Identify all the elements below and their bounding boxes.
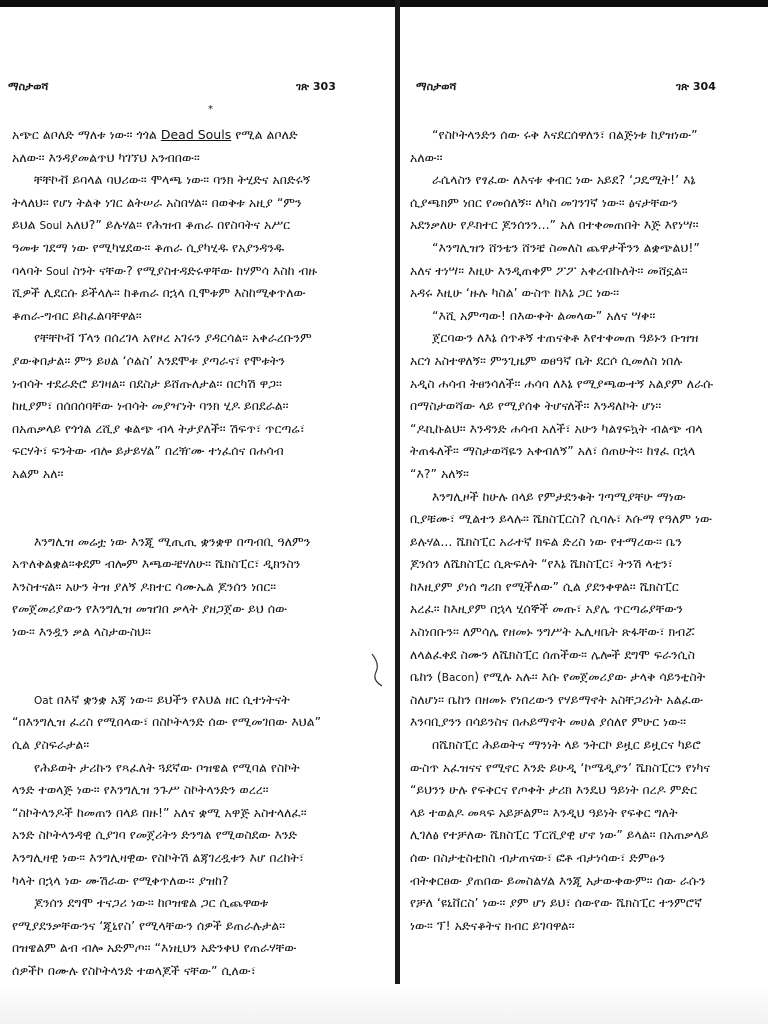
text-segment: አደንቃለሁ የዶክተር ጆንሰንን...” አለ በተቀመጠበት እጅ እየነሣ፡፡	[410, 217, 699, 233]
text-line	[410, 598, 760, 621]
text-line	[12, 305, 382, 328]
text-line	[410, 305, 760, 328]
text-segment: ባላባት	[12, 262, 46, 278]
text-line	[12, 214, 382, 237]
bottom-scan-edge	[0, 984, 768, 1024]
text-segment: Soul	[46, 265, 69, 278]
right-body-text	[410, 124, 760, 937]
text-segment: ሲያጫክም ነበር የመሰለኝ፡፡ ለካስ መገንገኛ ነው፡፡ ፅናታቸውን	[410, 194, 678, 210]
text-segment: በአጠቃላይ የጎጎል ረሺያ ቁልጭ ብላ ትታያለች፡፡ ሽፍጥ፣ ጥርጣሬ፣	[12, 420, 305, 436]
underlined-title: Dead Souls	[160, 127, 232, 142]
text-segment: “ስኮትላንዶች ከመጠን በላይ በዙ!” አለና ቋሚ አዋጅ አስተላለፈ፡፡	[12, 804, 307, 820]
text-line	[12, 440, 382, 463]
text-segment: “እ?” አለኝ፡፡	[410, 465, 469, 481]
text-line	[12, 463, 382, 486]
text-line	[12, 711, 382, 734]
text-segment: ሲል ያስፍራታል፡፡	[12, 737, 90, 753]
text-line	[410, 237, 760, 260]
text-segment: ያውቅበታል፡፡ ምን ይሀል ‘ሶልስ’ እንደሞቱ ያጣራና፣ የሞቱትን	[12, 352, 285, 368]
text-segment: እንስተናል፡፡ አሁን ትዝ ያለኝ ዶክተር ሳሙኤል ጆንሰን ነበር፡፡	[12, 578, 277, 594]
text-segment: አለህ?” ይሉሃል፡፡ የሕዝብ ቆጠራ በየስባትና አሥር	[62, 217, 291, 233]
text-segment: ካላት በኋላ ነው ሙሽራው የሚቀጥለው፡፡ ያዝከ?	[12, 872, 229, 888]
text-line	[12, 395, 382, 418]
text-line	[12, 598, 382, 621]
text-line	[410, 350, 760, 373]
text-segment: ብትቀርፀው ያጠበው ይመስልሃል እንጂ አታውቀውም፡፡ ሰው ራሱን	[410, 872, 706, 888]
right-running-title: ማስታወሻ	[416, 80, 457, 93]
text-segment: በማስታወሻው ላይ የሚያሰቀ ትሆናለች፡፡ እንዳለኮት ሆነ፡፡	[410, 398, 662, 414]
text-segment: በሼክስፒር ሕይወትና ማንነት ላይ ንትርኮ ይዟር ይዟርና ካይሮ	[432, 737, 701, 753]
text-segment: Oat	[34, 694, 53, 707]
text-segment: አዲስ ሐሳብ ትፀንሳለች፡፡ ሐሳባ ለእኔ የሚያጫውተኝ አልያም ለራሱ	[410, 375, 714, 391]
text-segment: አርጎ አስተዋለኝ፡፡ ምንጊዜም ወፀዓኛ ቤት ደርሶ ሲመለስ ነበሉ	[410, 352, 683, 368]
text-line	[12, 373, 382, 396]
right-page-number: ገጽ 304	[676, 80, 716, 93]
text-segment: “እሺ አምጣው! በእውቀት ልመላው” አለና ሣቀ፡፡	[432, 307, 656, 323]
text-segment: ሰዎችኮ በሙሉ የስኮትላንድ ተወላጆች ናቸው” ሲለው፣	[12, 962, 256, 978]
text-line	[410, 644, 760, 667]
text-line	[410, 418, 760, 441]
text-line	[12, 870, 382, 893]
text-segment: አረፈ፡፡ ከእዚያም በኋላ ሂሰኞች መጡ፣ አያሌ ጥርጣሬያቸውን	[410, 601, 683, 617]
text-segment: ራሴላስን የፃፈው ለእናቱ ቀብር ነው አይደ? ‘ጋዴሚት!’ እኔ	[432, 172, 696, 188]
paragraph-gap	[12, 508, 382, 531]
text-line	[12, 237, 382, 260]
star-mark: *	[208, 104, 213, 115]
text-segment: ፍርሃት፣ ፍንትው ብሎ ይታይሃል” በረዥሙ ተነፈሰና በሐሳብ	[12, 443, 284, 459]
text-line	[12, 350, 382, 373]
text-line	[410, 689, 760, 712]
text-segment: “ዶኪኩልህ፡፡ እንዳንድ ሐሳብ አለች፣ አሁን ካልፃፍኳት ብልጭ ብላ	[410, 420, 703, 436]
paragraph-gap	[12, 486, 382, 509]
text-segment: ዓመቱ ገደማ ነው የሚካሄደው፡፡ ቆጠራ ሲያካሂዱ የአያንዳንዱ	[12, 239, 285, 255]
text-segment: አለው፡፡ እንዳያመልጥህ ካገኘህ አንብበው፡፡	[12, 149, 200, 165]
text-segment: አንድ ስኮትላንዳዊ ሲያገባ የመጀሪትን ድንግል የሚወስደው እንድ	[12, 827, 298, 843]
text-segment: ስንት ናቸው? የሚያስተዳድሩዋቸው ከሃምሳ እስከ ብዙ	[68, 262, 318, 278]
text-line	[12, 937, 382, 960]
text-segment: ላንድ ተወላጅ ነው፡፡ የእንግሊዝ ንጉሥ ስኮትላንድን ወረረ፡፡	[12, 782, 269, 798]
text-line	[410, 486, 760, 509]
text-line	[410, 870, 760, 893]
text-segment: “እንግሊዝን ሸንቴን ሸንቼ ስመለስ ጨዋታችንን ልቋጭልህ!”	[432, 239, 700, 255]
text-line	[12, 757, 382, 780]
text-line	[12, 553, 382, 576]
text-line	[410, 892, 760, 915]
text-line	[410, 621, 760, 644]
text-segment: የሚያደንቃቸውንና ‘ጂኒየስ’ የሚላቸውን ሰዎች ይጠራሉታል፡፡	[12, 917, 286, 933]
text-line	[410, 260, 760, 283]
text-segment: ትላለህ፡፡ የሆነ ትልቅ ነገር ልትሠራ አስበሃል፡፡ በወቅቱ አዚያ “ምን	[12, 194, 302, 210]
text-segment: የቻለ ‘ዩኒቨርስ’ ነው፡፡ ያም ሆነ ይህ፣ ሰውየው ሼክስፒር ተንምሮኛ	[410, 895, 703, 911]
text-line	[12, 734, 382, 757]
left-body-text	[12, 124, 382, 983]
paragraph-gap	[12, 666, 382, 689]
pen-mark-icon	[368, 650, 388, 690]
text-segment: ) የሚሉ አሉ፡፡ እሱ የመጀመሪያው ታላቅ ሳይንቲስት	[474, 669, 706, 685]
text-line	[12, 621, 382, 644]
text-line	[410, 734, 760, 757]
text-segment: ጆንሰን ደግሞ ተናጋሪ ነው፡፡ ከቦዝዌል ጋር ሲጨዋወቱ	[34, 895, 269, 911]
text-segment: “በእንግሊዝ ፈረስ የሚበላው፣ በስኮትላንድ ሰው የሚመገበው እህል”	[12, 714, 322, 730]
text-line	[12, 960, 382, 983]
text-segment: ሺዎች ሊደርሱ ይችላሉ፡፡ ከቆጠራ በኋላ ቢሞቱም እስከሚቀጥለው	[12, 285, 306, 301]
text-segment: ቸቸኮቭ ይባላል ባህሪው፡፡ ሞላጫ ነው፡፡ ባንክ ትሂድና አበድሩኝ	[34, 172, 311, 188]
text-line	[12, 147, 382, 170]
text-line	[410, 531, 760, 554]
text-segment: ቤከን (	[410, 669, 442, 685]
text-segment: አልም አለ፡፡	[12, 465, 64, 481]
text-line	[12, 327, 382, 350]
text-segment: እንግሊዝ መሬቷ ነው እንጂ ሚጢጢ ቋንቋዋ በጣብቢ ዓለምን	[34, 533, 311, 549]
text-line	[12, 824, 382, 847]
text-line	[410, 440, 760, 463]
text-segment: አጥለቅልቋል፡፡ቀደም ብሎም እጫውቼሃለሁ፡፡ ሼክስፒር፣ ዲክንስን	[12, 556, 301, 572]
text-line	[410, 824, 760, 847]
text-segment: ነብሳት ተደራድሮ ይገዛል፡፡ በደስታ ይሸጡለታል፡፡ በርካሽ ዋጋ፡፡	[12, 375, 282, 391]
text-segment: የሕይወት ታሪኩን የጻፈለት ጓደኛው ቦዝዌል የሚባል የስኮት	[34, 759, 300, 775]
text-line	[410, 508, 760, 531]
text-segment: አስነበቡን፡፡ ለምሳሌ የዘመኑ ንግሥት ኤሊዛቤት ጽፋቸው፣ ክብሯ	[410, 624, 695, 640]
text-line	[410, 847, 760, 870]
text-segment: Soul	[39, 220, 63, 233]
text-line	[12, 892, 382, 915]
left-page-number: ገጽ 303	[296, 80, 336, 93]
text-line	[410, 282, 760, 305]
text-line	[410, 779, 760, 802]
text-line	[410, 327, 760, 350]
text-segment: ይህል	[12, 217, 40, 233]
text-segment: የሚል ልቦለድ	[231, 127, 298, 142]
text-line	[410, 576, 760, 599]
text-segment: ቆጠራ-ግብር ይከፈልባቸዋል፡፡	[12, 307, 142, 323]
text-segment: Bacon	[441, 672, 475, 685]
text-line	[12, 124, 382, 147]
text-segment: እንግሊዛዊ ነው፡፡ እንግሊዛዊው የስኮትሽ ልጃገረዷቱን እሆ በረከት፣	[12, 850, 304, 865]
text-line	[410, 711, 760, 734]
text-segment: አለው፡፡	[410, 149, 443, 165]
text-line	[12, 689, 382, 712]
text-segment: ጀርባውን ለእኔ ሰጥቶኝ ተጠናቅቶ እየተቀመጠ ዓይኑን ቡዝዝ	[432, 330, 699, 346]
text-line	[410, 553, 760, 576]
text-segment: “የስኮትላንድን ሰው ሩቅ እናደርሰዋለን፣ በልጅነቱ ከያዝነው”	[432, 127, 698, 142]
text-line	[12, 576, 382, 599]
text-segment: ለላልፈቀደ ስሙን ለሼክስፒር ሰጠችው፡፡ ሌሎች ደግሞ ፍራንሲስ	[410, 646, 695, 662]
text-segment: ትጠፋለች፡፡ ማስታወሻዬን አቀብለኝ” አለ፣ ሰጠሁት፡፡ ከፃፈ በኋላ	[410, 443, 696, 459]
text-segment: ሊገለፅ የተቻለው ሼክስፒር ፕርሺያዊ ሆኖ ነው” ይላል፡፡ በአጠቃላይ	[410, 827, 709, 843]
text-line	[410, 214, 760, 237]
text-line	[12, 169, 382, 192]
text-segment: ከዚያም፣ በሰበሰባቸው ነብሳት መያዣነት ባንክ ሂዶ ይበደራል፡፡	[12, 398, 289, 414]
text-line	[410, 915, 760, 938]
text-line	[12, 418, 382, 441]
text-segment: ከእዚያም ያነሰ ግሪክ የሚችለው” ሲል ያደንቀዋል፡፡ ሼክስፒር	[410, 578, 679, 594]
text-segment: የመጀመሪያውን የእንግሊዝ መዝገበ ቃላት ያዘጋጀው ይህ ሰው	[12, 601, 288, 617]
text-segment: የቸቸኮቭ ፕላን በሰረገላ አየዞረ አገሩን ያዳርሳል፡፡ አቀራረቡንም	[34, 330, 312, 346]
text-line	[12, 802, 382, 825]
text-segment: ውስጥ አፈዝናና የሚኖር እንድ ይሁዲ ‘ኮሜዲያን’ ሼክስፒርን የነካና	[410, 759, 710, 775]
text-line	[410, 124, 760, 147]
text-line	[410, 373, 760, 396]
text-segment: በእኛ ቋንቋ አጃ ነው፡፡ ይህችን የእህል ዘር ሲተነትናት	[52, 691, 290, 707]
text-segment: አጭር ልቦለድ ማለቱ ነው፡፡ ጎጎል	[12, 127, 161, 142]
text-line	[410, 192, 760, 215]
text-segment: ነው፡፡ እንዷን ቃል ላስታውስህ፡፡	[12, 624, 151, 640]
text-segment: ላይ ተወልዶ መጻፍ አይቻልም፡፡ እንዲህ ዓይነት የፍቅር ግለት	[410, 804, 678, 820]
text-segment: በዝዌልም ልብ ብሎ አድምጦ፡፡ “እነዚህን አድንቀህ የጠራሃቸው	[12, 940, 297, 956]
text-line	[12, 192, 382, 215]
text-line	[410, 147, 760, 170]
text-segment: እንባቢያንን በሳይንስና በሐይማኖት መሀል ያሰለየ ምሁር ነው፡፡	[410, 714, 687, 730]
text-segment: ይሉሃል... ሼክስፒር አራተኛ ክፍል ድረስ ነው የተማረው፡፡ ቤን	[410, 533, 682, 549]
text-line	[410, 802, 760, 825]
text-segment: ስለሆነ፡፡ ቤከን በዘመኑ የነበረውን የሃይማኖት አስቸጋሪነት አልፈው	[410, 691, 703, 707]
text-line	[410, 463, 760, 486]
right-page	[400, 0, 768, 1024]
text-segment: ቢያቹሙ፣ ሚልተን ይላሉ፡፡ ሼክስፒርስ? ሲባሉ፣ እሱማ የዓለም ነው	[410, 511, 712, 527]
paragraph-gap	[12, 644, 382, 667]
text-line	[410, 169, 760, 192]
text-segment: “ይህንን ሁሉ የፍቅርና የጦቀት ታሪክ እንዴህ ዓይነት በረዶ ምድር	[410, 782, 698, 798]
text-line	[12, 282, 382, 305]
text-line	[410, 395, 760, 418]
text-segment: አዳሩ እዚሁ ‘ዙሉ ካስል’ ውስጥ ከእኔ ጋር ነው፡፡	[410, 285, 620, 301]
text-line	[12, 779, 382, 802]
text-line	[12, 915, 382, 938]
text-line	[410, 757, 760, 780]
left-running-title: ማስታወሻ	[8, 80, 49, 93]
text-line	[12, 260, 382, 283]
text-segment: አለና ተነሣ፡፡ እዚሁ እንዲጠቀም ፖፖ አቀረብኩለት፡፡ መሸኗል፡፡	[410, 262, 688, 278]
text-line	[410, 666, 760, 689]
text-segment: ነው፡፡ ፕ! አድናቆትና ክብር ይገባዋል፡፡	[410, 917, 575, 933]
text-segment: ጆንሰን ለሼክስፒር ሲጽፍለት “የእኔ ሼክስፒር፣ ትንሽ ላቲን፣	[410, 556, 673, 572]
text-segment: ሰው በስታቲስቲክስ ብታጠናው፣ ፎቶ ብታነሳው፣ ድምፁን	[410, 850, 666, 865]
text-segment: እንግሊዞች ከሁሉ በላይ የምታደንቁት ገጣሚያቸሁ ማነው	[432, 488, 686, 504]
text-line	[12, 847, 382, 870]
text-line	[12, 531, 382, 554]
